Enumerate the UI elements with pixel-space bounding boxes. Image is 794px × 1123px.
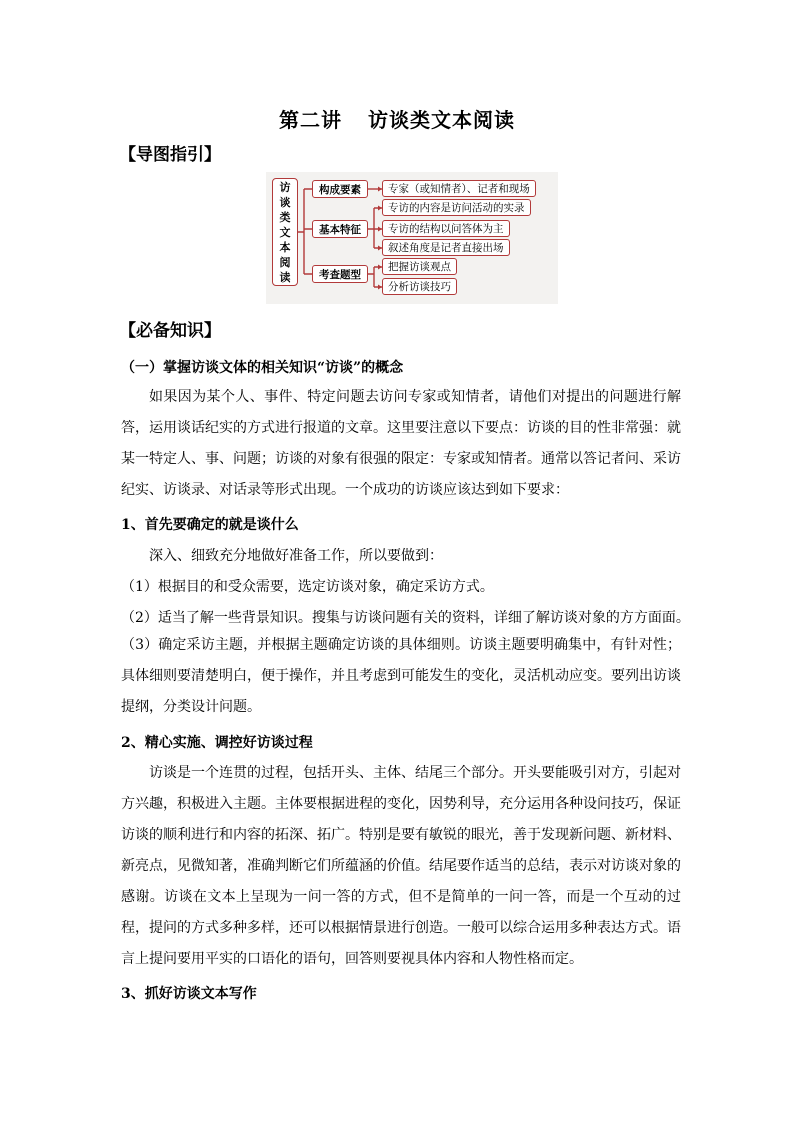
heading-step-2: 2、精心实施、调控好访谈过程: [121, 735, 313, 751]
mind-map-root: 访 谈 类 文 本 阅 读: [272, 178, 298, 286]
title-topic: 访谈类文本阅读: [368, 108, 515, 132]
step-1-item-1: （1）根据目的和受众需要，选定访谈对象，确定采访方式。: [121, 579, 494, 595]
paragraph-process: 访谈是一个连贯的过程，包括开头、主体、结尾三个部分。开头要能吸引对方，引起对方兴趣，积极进入主题。主体要根据进程的变化，因势利导，充分运用各种设问技巧，保证访谈的顺利进行和内容的拓深、拓广。特别是要有敏锐的眼光，善于发现新问题、新材料、新亮点，见微知著，准确判断它们所蕴涵的价值。结尾要作适当的总结，表示对访谈对象的感谢。访谈在文本上呈现为一问一答的方式，但不是简单的一问一答，而是一个互动的过程，提问的方式多种多样，还可以根据情景进行创造。一般可以综合运用多种表达方式。语言上提问要用平实的口语化的语句，回答则要视具体内容和人物性格而定。: [121, 765, 681, 967]
page-title: [0, 104, 794, 133]
mind-map: [266, 172, 558, 304]
paragraph-definition: 如果因为某个人、事件、特定问题去访问专家或知情者，请他们对提出的问题进行解答，运用谈话纪实的方式进行报道的文章。这里要注意以下要点：访谈的目的性非常强：就某一特定人、事、问题；访谈的对象有很强的限定：专家或知情者。通常以答记者问、采访纪实、访谈录、对话录等形式出现。一个成功的访谈应该达到如下要求：: [121, 389, 681, 498]
mind-map-leaf: 把握访谈观点: [382, 258, 457, 275]
mind-map-leaf: 叙述角度是记者直接出场: [382, 239, 510, 256]
mind-map-leaf: 专访的结构以问答体为主: [382, 220, 510, 237]
heading-step-1: 1、首先要确定的就是谈什么: [121, 517, 299, 533]
section-heading-mindmap: 【导图指引】: [119, 145, 221, 165]
title-lesson: 第二讲: [279, 108, 342, 132]
mind-map-category-components: 构成要素: [312, 180, 368, 198]
subheading-concept: （一）掌握访谈文体的相关知识“访谈”的概念: [121, 360, 404, 376]
step-1-item-2: （2）适当了解一些背景知识。搜集与访谈问题有关的资料，详细了解访谈对象的方方面面。: [121, 610, 690, 626]
mind-map-leaf: 专访的内容是访问活动的实录: [382, 199, 531, 216]
heading-step-3: 3、抓好访谈文本写作: [121, 986, 257, 1002]
mind-map-category-features: 基本特征: [312, 220, 368, 238]
step-1-intro: 深入、细致充分地做好准备工作，所以要做到：: [149, 548, 443, 564]
mind-map-category-question-types: 考查题型: [312, 265, 368, 283]
mind-map-leaf: 分析访谈技巧: [382, 278, 457, 295]
mind-map-leaf: 专家（或知情者）、记者和现场: [382, 180, 536, 197]
step-1-item-3: （3）确定采访主题，并根据主题确定访谈的具体细则。访谈主题要明确集中，有针对性；具体细则要清楚明白，便于操作，并且考虑到可能发生的变化，灵活机动应变。要列出访谈提纲，分类设计问题。: [121, 637, 681, 715]
section-heading-knowledge: 【必备知识】: [119, 321, 221, 341]
